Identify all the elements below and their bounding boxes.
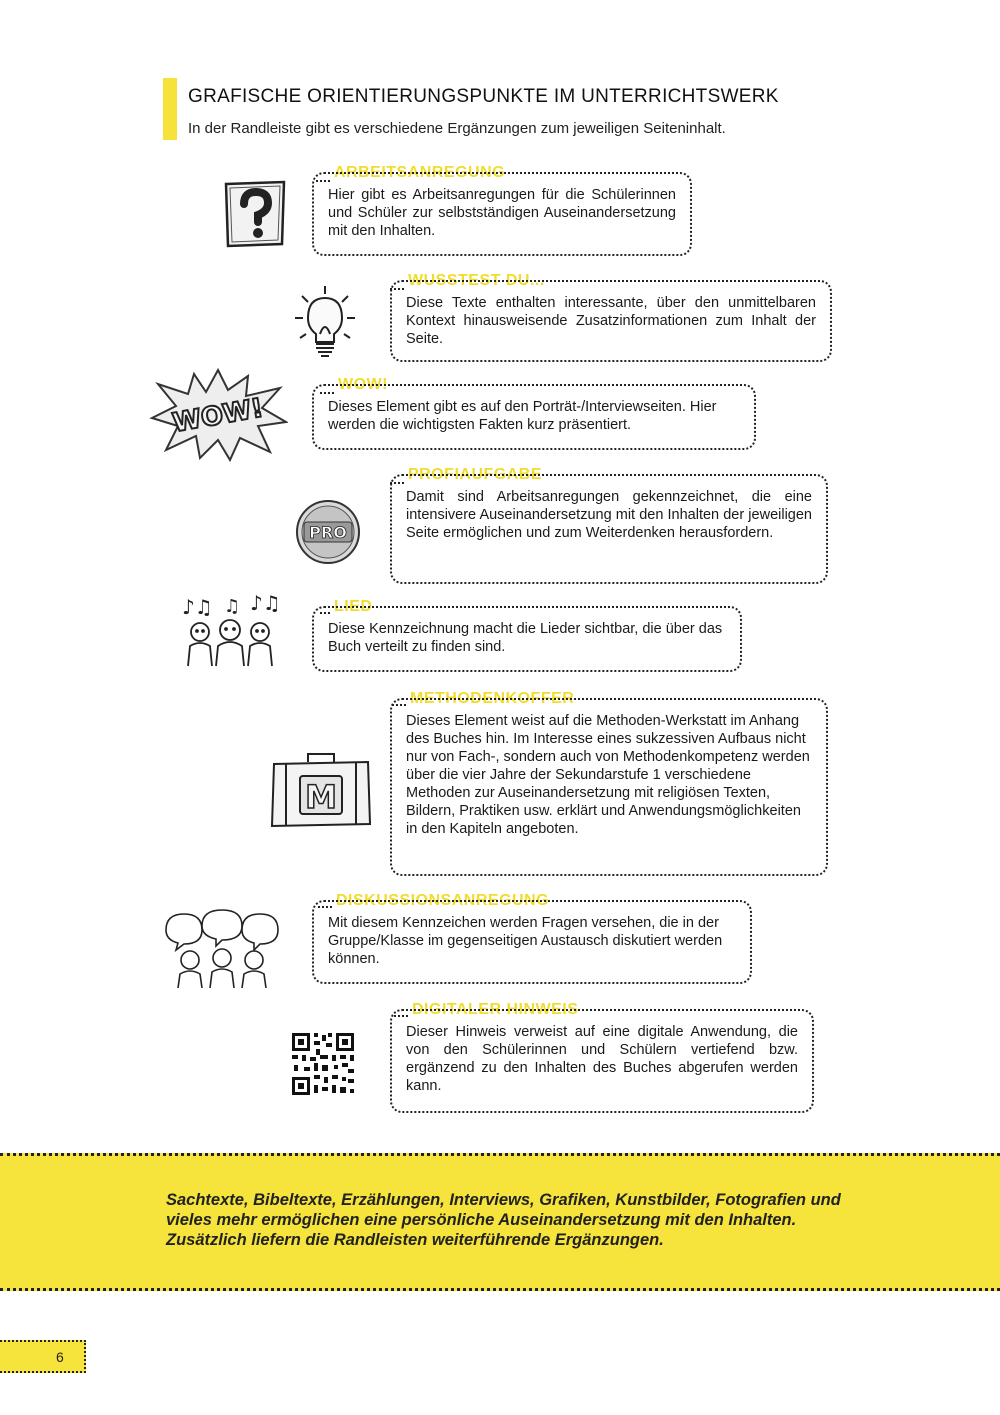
- svg-text:M: M: [305, 778, 337, 816]
- box-methodenkoffer: [390, 698, 828, 876]
- label-diskussionsanregung: DISKUSSIONSANREGUNG: [332, 892, 553, 910]
- label-profiaufgabe: PROFIAUFGABE: [404, 466, 546, 484]
- suitcase-icon: [268, 748, 374, 830]
- text-methodenkoffer: Dieses Element weist auf die Methoden-Werkstatt im Anhang des Buches hin. Im Interesse eines sukzessiven Aufbaus nicht nur von Fach-, sondern auch von Methodenkompetenz werden über die vier Jahre der Sekundarstufe 1 verschiedene Methoden zur Auseinandersetzung mit religiösen Texten, Bildern, Praktiken usw. erklärt und Anwendungsmöglichkeiten in den Kapiteln angeboten.: [406, 713, 810, 837]
- label-wow: WOW!: [334, 376, 392, 394]
- header-accent-bar: [163, 78, 177, 140]
- box-profiaufgabe: [390, 474, 828, 584]
- question-mark-icon: [220, 178, 290, 252]
- label-wusstest-du: WUSSTEST DU...: [404, 272, 549, 290]
- qr-code-icon: [290, 1031, 356, 1097]
- text-wow: Dieses Element gibt es auf den Porträt-/Interviewseiten. Hier werden die wichtigsten Fakten kurz präsentiert.: [328, 399, 717, 433]
- singing-people-icon: [180, 592, 286, 668]
- svg-text:♪♫: ♪♫: [182, 595, 213, 619]
- text-arbeitsanregung: Hier gibt es Arbeitsanregungen für die Schülerinnen und Schüler zur selbstständigen Auseinandersetzung mit den Inhalten.: [328, 187, 676, 239]
- summary-banner-text: Sachtexte, Bibeltexte, Erzählungen, Interviews, Grafiken, Kunstbilder, Fotografien und vieles mehr ermöglichen eine persönliche Auseinandersetzung mit den Inhalten. Zusätzlich liefern die Randleisten weiterführende Ergänzungen.: [166, 1191, 841, 1249]
- label-arbeitsanregung: ARBEITSANREGUNG: [330, 164, 509, 182]
- page-number: 6: [56, 1349, 64, 1365]
- text-diskussionsanregung: Mit diesem Kennzeichen werden Fragen versehen, die in der Gruppe/Klasse im gegenseitigen Austausch diskutiert werden können.: [328, 915, 723, 967]
- page-subtitle: In der Randleiste gibt es verschiedene Ergänzungen zum jeweiligen Seiteninhalt.: [188, 120, 726, 137]
- svg-text:♫: ♫: [224, 596, 241, 617]
- text-profiaufgabe: Damit sind Arbeitsanregungen gekennzeichnet, die eine intensivere Auseinandersetzung mit den Inhalten der jeweiligen Seite ermöglichen und zum Weiterdenken herausfordern.: [406, 489, 812, 541]
- svg-text:♪♫: ♪♫: [250, 592, 281, 615]
- box-lied: [312, 606, 742, 672]
- svg-text:WOW!: WOW!: [170, 393, 266, 439]
- label-digitaler-hinweis: DIGITALER HINWEIS: [408, 1001, 582, 1019]
- pro-coin-icon: [294, 498, 362, 566]
- discussion-people-icon: [162, 908, 282, 988]
- page-number-box: [0, 1340, 86, 1373]
- wow-burst-icon: [148, 366, 288, 462]
- page-title: GRAFISCHE ORIENTIERUNGSPUNKTE IM UNTERRICHTSWERK: [188, 86, 779, 107]
- svg-text:PRO: PRO: [309, 523, 347, 542]
- label-methodenkoffer: METHODENKOFFER: [406, 690, 578, 708]
- box-digitaler-hinweis: [390, 1009, 814, 1113]
- box-diskussionsanregung: [312, 900, 752, 984]
- box-wusstest-du: [390, 280, 832, 362]
- box-wow: [312, 384, 756, 450]
- text-digitaler-hinweis: Dieser Hinweis verweist auf eine digitale Anwendung, die von den Schülerinnen und Schülern vertiefend bzw. ergänzend zu den Inhalten des Buches abgerufen werden kann.: [406, 1024, 798, 1094]
- box-arbeitsanregung: [312, 172, 692, 256]
- text-lied: Diese Kennzeichnung macht die Lieder sichtbar, die über das Buch verteilt zu finden sind.: [328, 621, 723, 655]
- light-bulb-icon: [292, 282, 358, 362]
- text-wusstest-du: Diese Texte enthalten interessante, über den unmittelbaren Kontext hinausweisende Zusatzinformationen zum Inhalt der Seite.: [406, 295, 816, 347]
- label-lied: LIED: [330, 598, 376, 616]
